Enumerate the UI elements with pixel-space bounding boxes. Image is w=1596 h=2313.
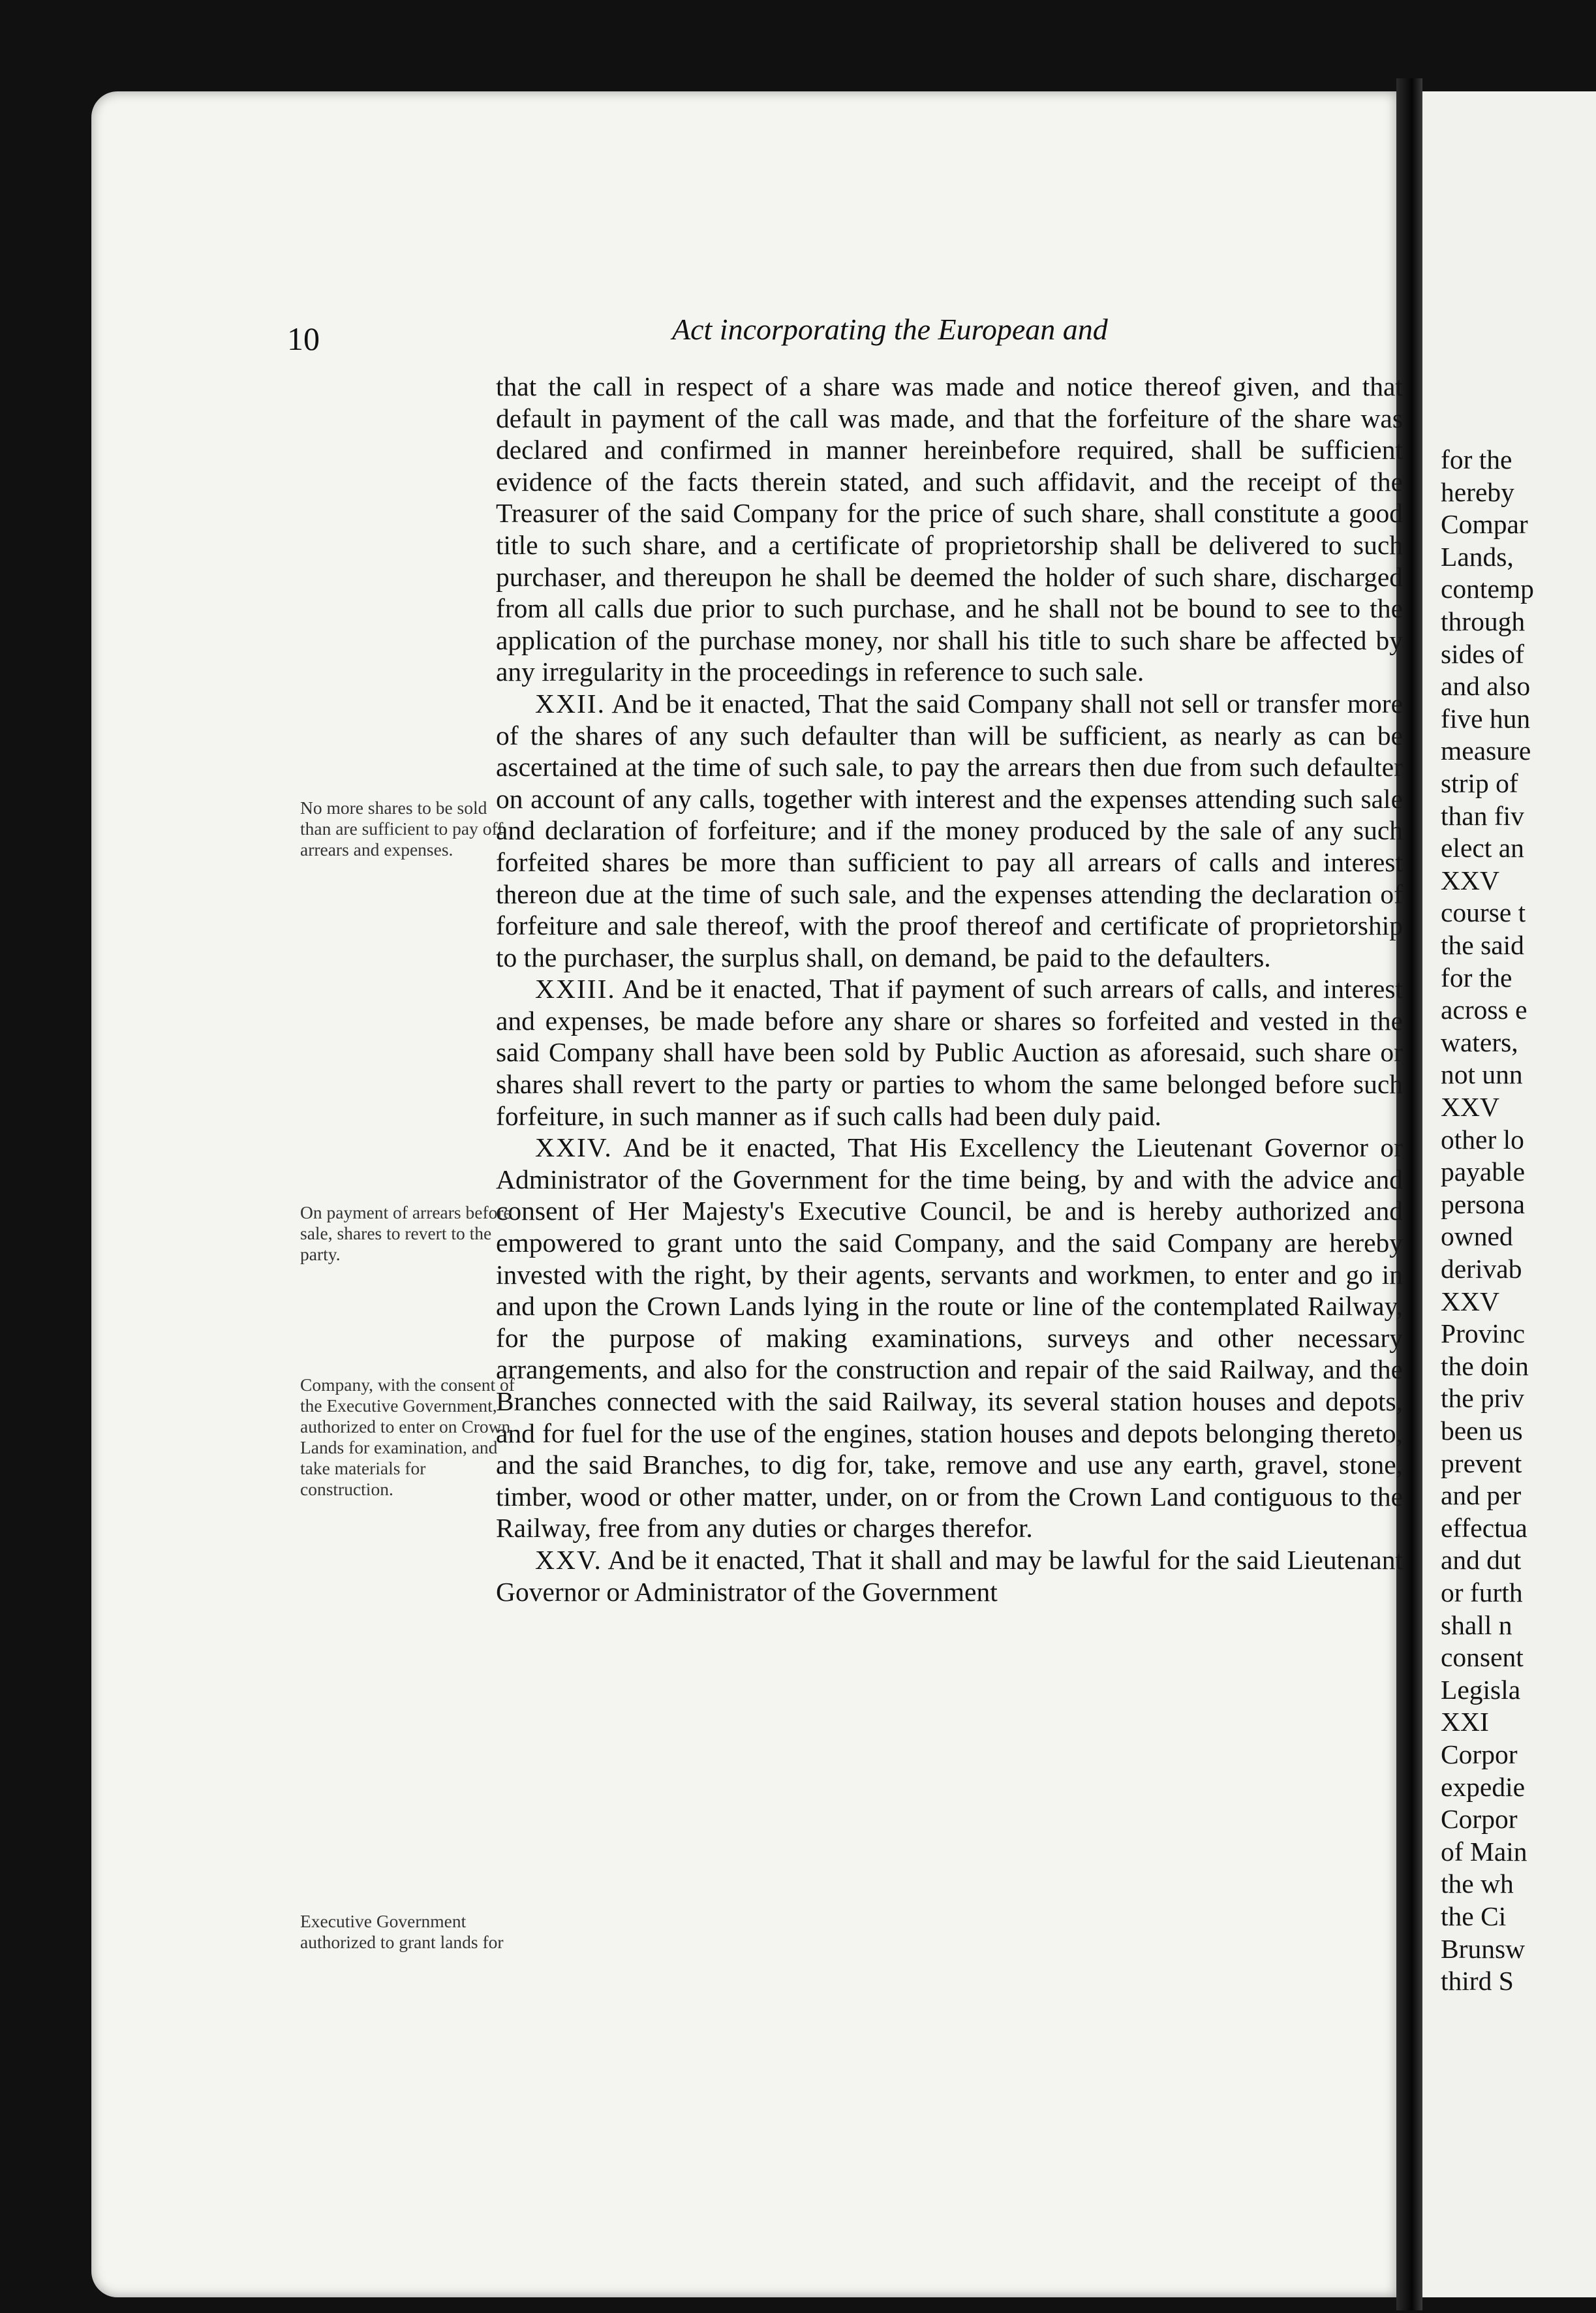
facing-page-line: course t xyxy=(1441,897,1526,928)
facing-page-line: of Main xyxy=(1441,1836,1527,1867)
facing-page-line: and also xyxy=(1441,671,1531,702)
facing-page-line: owned xyxy=(1441,1221,1513,1252)
facing-page-line: not unn xyxy=(1441,1059,1523,1090)
facing-page-line: hereby xyxy=(1441,476,1514,507)
facing-page-line: Brunsw xyxy=(1441,1933,1526,1964)
margin-note-shares-limit: No more shares to be sold than are sufficient to pay off arrears and expenses. xyxy=(300,798,504,860)
margin-note-revert: On payment of arrears before sale, shares to revert to the party. xyxy=(300,1202,512,1264)
facing-page-line: the Ci xyxy=(1441,1901,1507,1931)
facing-page-line: been us xyxy=(1441,1416,1523,1446)
facing-page-line: the doin xyxy=(1441,1350,1529,1381)
section-number: XXIV. xyxy=(535,1132,613,1163)
section-text: And be it enacted, That it shall and may be lawful for the said Lieutenant Governor or Administrator of the Government xyxy=(496,1544,1403,1607)
facing-page-line: waters, xyxy=(1441,1027,1518,1057)
facing-page-line: other lo xyxy=(1441,1124,1524,1155)
facing-page-line: contemp xyxy=(1441,574,1534,604)
facing-page-line: and dut xyxy=(1441,1545,1522,1576)
facing-page-line: five hun xyxy=(1441,703,1531,734)
facing-page-line: the priv xyxy=(1441,1383,1524,1414)
margin-note-grant-lands: Executive Government authorized to grant lands for xyxy=(300,1911,504,1952)
facing-page-line: consent xyxy=(1441,1642,1524,1673)
facing-page-line: the said xyxy=(1441,930,1524,960)
facing-page-line: than fiv xyxy=(1441,800,1524,831)
facing-page-line: the wh xyxy=(1441,1869,1514,1899)
section-text: And be it enacted, That the said Company shall not sell or transfer more of the shares of any such defaulter than will be sufficient, as nearly as can be ascertained at the time of such sale, to pay the arrears then due from such defaulter on account of any calls, together with interest and the expenses attending such sale and declaration of forfeiture; and if the money produced by the sale of any such forfeited shares be more than sufficient to pay all arrears of calls and interest thereon due at the time of such sale, and the expenses attending the declaration of forfeiture and sale thereof, with the proof thereof and certificate of proprietorship to the purchaser, the surplus shall, on demand, be paid to the defaulters. xyxy=(496,688,1403,972)
facing-page-line: Provinc xyxy=(1441,1318,1526,1349)
main-text-column xyxy=(496,371,1403,1607)
facing-page-line: XXI xyxy=(1441,1707,1489,1737)
facing-page-line: expedie xyxy=(1441,1771,1526,1802)
facing-page-line: Corpor xyxy=(1441,1739,1518,1769)
facing-page-line: effectua xyxy=(1441,1512,1527,1543)
facing-page-line: XXV xyxy=(1441,1286,1499,1316)
facing-page-line: third S xyxy=(1441,1966,1514,1996)
section-text: And be it enacted, That His Excellency the Lieutenant Governor or Administrator of the Government for the time being, by and with the advice and consent of Her Majesty's Executive Council, be and is hereby authorized and empowered to grant unto the said Company, and the said Company are hereby invested with the right, by their agents, servants and workmen, to enter and go in and upon the Crown Lands lying in the route or line of the contemplated Railway, for the purpose of making examinations, surveys and other necessary arrangements, and also for the construction and repair of the said Railway, and the Branches connected with the said Railway, its several station houses and depots, and for fuel for the use of the engines, station houses and depots belonging thereto, and the said Branches, to dig for, take, remove and use any earth, gravel, stone, timber, wood or other matter, under, on or from the Crown Land contiguous to the Railway, free from any duties or charges therefor. xyxy=(496,1132,1403,1544)
section-xxii xyxy=(496,688,1403,973)
section-xxiii xyxy=(496,973,1403,1132)
facing-page-line: derivab xyxy=(1441,1254,1522,1284)
facing-page-line: through xyxy=(1441,606,1526,636)
facing-page-line: or furth xyxy=(1441,1577,1523,1607)
facing-page-line: for the xyxy=(1441,444,1512,474)
section-number: XXIII. xyxy=(535,974,616,1004)
facing-page-line: strip of xyxy=(1441,768,1518,798)
facing-page-line: and per xyxy=(1441,1480,1522,1511)
facing-page-line: across e xyxy=(1441,995,1527,1025)
facing-page-line: persona xyxy=(1441,1188,1526,1219)
section-xxiv xyxy=(496,1132,1403,1544)
facing-page-line: payable xyxy=(1441,1156,1526,1187)
facing-page-line: XXV xyxy=(1441,1092,1499,1122)
facing-page-line: measure xyxy=(1441,736,1531,766)
facing-page xyxy=(1422,91,1596,2297)
running-head: Act incorporating the European and xyxy=(672,313,1108,346)
page-number: 10 xyxy=(287,320,320,357)
continuation-paragraph: that the call in respect of a share was made and notice thereof given, and that default in payment of the call was made, and that the forfeiture of the share was declared and confirmed in manner hereinbefore required, shall be sufficient evidence of the facts therein stated, and such affidavit, and the receipt of the Treasurer of the said Company for the price of such share, shall constitute a good title to such share, and a certificate of proprietorship shall be delivered to such purchaser, and thereupon he shall be deemed the holder of such share, discharged from all calls due prior to such purchase, and he shall not be bound to see to the application of the purchase money, nor shall his title to such share be affected by any irregularity in the proceedings in reference to such sale. xyxy=(496,371,1403,687)
facing-page-line: shall n xyxy=(1441,1609,1512,1640)
facing-page-line: elect an xyxy=(1441,833,1524,863)
facing-page-line: for the xyxy=(1441,962,1512,993)
facing-page-line: Legisla xyxy=(1441,1674,1521,1705)
facing-page-line: Corpor xyxy=(1441,1804,1518,1835)
section-text: And be it enacted, That if payment of such arrears of calls, and interest and expenses, be made before any share or shares so forfeited and vested in the said Company shall have been sold by Public Auction as aforesaid, such share or shares shall revert to the party or parties to whom the same belonged before such forfeiture, in such manner as if such calls had been duly paid. xyxy=(496,974,1403,1131)
facing-page-line: Lands, xyxy=(1441,541,1514,572)
section-xxv xyxy=(496,1544,1403,1607)
facing-page-line: prevent xyxy=(1441,1448,1522,1478)
facing-page-line: Compar xyxy=(1441,509,1528,540)
facing-page-line: XXV xyxy=(1441,865,1499,895)
section-number: XXV. xyxy=(535,1544,602,1575)
facing-page-line: sides of xyxy=(1441,638,1524,669)
margin-note-crown-lands: Company, with the consent of the Executive Government, authorized to enter on Crown Lands for examination, and take materials for construction. xyxy=(300,1374,515,1499)
section-number: XXII. xyxy=(535,688,606,719)
